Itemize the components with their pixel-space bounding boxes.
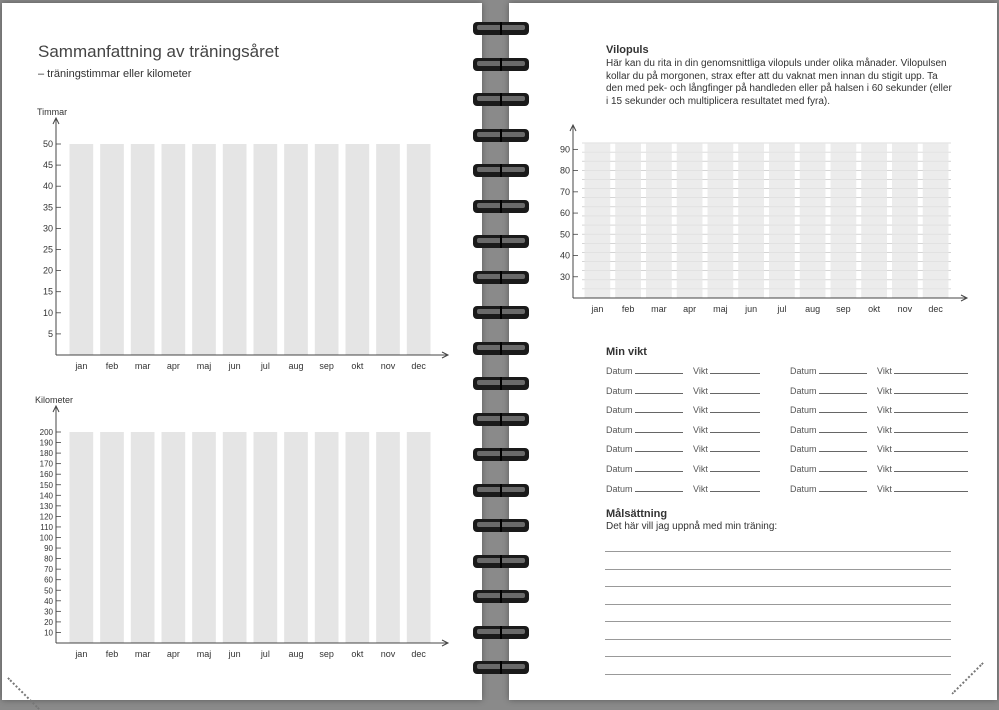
bar-dec: [407, 432, 431, 643]
right-page: [509, 3, 997, 700]
x-tick-label: nov: [380, 649, 396, 659]
weight-blank[interactable]: [710, 393, 760, 394]
bar-jul: [254, 432, 278, 643]
goal-writing-line[interactable]: [605, 604, 951, 605]
date-label: Datum: [606, 464, 633, 474]
date-entry: [606, 386, 683, 396]
bar-jun: [738, 143, 764, 298]
x-tick-label: mar: [134, 649, 151, 659]
date-label: Datum: [606, 483, 633, 494]
x-tick-label: apr: [683, 304, 697, 314]
date-entry: [606, 464, 683, 474]
date-entry: [790, 386, 867, 396]
date-entry: [790, 425, 867, 435]
x-tick-label: apr: [166, 649, 180, 659]
goal-prompt: Det här vill jag uppnå med min träning:: [606, 521, 778, 532]
date-blank[interactable]: [635, 412, 683, 413]
x-tick-label: maj: [196, 649, 212, 659]
bar-jun: [223, 144, 247, 355]
goal-writing-line[interactable]: [605, 674, 951, 675]
x-tick-label: feb: [105, 649, 119, 659]
date-entry: [606, 444, 683, 454]
x-tick-label: dec: [411, 361, 426, 371]
y-tick-label: 120: [39, 512, 53, 522]
date-blank[interactable]: [635, 432, 683, 433]
bar-okt: [346, 432, 370, 643]
bar-maj: [192, 432, 216, 643]
bar-nov: [376, 432, 400, 643]
x-tick-label: nov: [380, 361, 396, 371]
weight-label: Vikt: [693, 483, 708, 494]
date-label: Datum: [790, 483, 817, 494]
y-tick-label: 35: [42, 202, 53, 213]
date-blank[interactable]: [819, 393, 867, 394]
y-tick-label: 10: [42, 307, 53, 318]
x-tick-label: dec: [411, 649, 426, 659]
y-tick-label: 50: [44, 586, 53, 596]
x-tick-label: sep: [319, 649, 334, 659]
date-entry: [790, 484, 867, 494]
x-tick-label: maj: [713, 304, 728, 314]
weight-label: Vikt: [877, 444, 892, 455]
date-label: Datum: [606, 405, 633, 416]
hours-y-axis-label: Timmar: [37, 107, 68, 117]
weight-label: Vikt: [877, 424, 892, 435]
bar-okt: [346, 144, 370, 355]
bar-sep: [315, 432, 339, 643]
left-page: [2, 3, 482, 700]
spiral-ring: [471, 410, 531, 430]
y-tick-label: 30: [44, 607, 53, 617]
date-label: Datum: [606, 424, 633, 435]
date-blank[interactable]: [819, 471, 867, 472]
date-blank[interactable]: [819, 412, 867, 413]
spiral-ring: [471, 161, 531, 181]
date-entry: [790, 366, 867, 376]
weight-entry: [877, 444, 968, 454]
x-tick-label: nov: [897, 304, 913, 314]
date-entry: [606, 484, 683, 494]
goal-writing-line[interactable]: [605, 639, 951, 640]
y-tick-label: 60: [559, 208, 570, 219]
spiral-ring: [471, 481, 531, 501]
y-tick-label: 170: [39, 459, 53, 469]
y-tick-label: 30: [42, 223, 53, 234]
corner-perforation: [7, 677, 40, 710]
date-blank[interactable]: [635, 491, 683, 492]
goal-writing-line[interactable]: [605, 621, 951, 622]
bar-maj: [708, 143, 734, 298]
vilopuls-heading: Vilopuls: [606, 44, 649, 56]
bar-nov: [892, 143, 918, 298]
x-tick-label: jan: [591, 304, 604, 314]
bar-sep: [315, 144, 339, 355]
y-tick-label: 25: [42, 244, 53, 255]
date-label: Datum: [790, 405, 817, 416]
date-blank[interactable]: [635, 373, 683, 374]
y-tick-label: 40: [44, 596, 53, 606]
date-label: Datum: [606, 366, 633, 376]
y-tick-label: 50: [559, 229, 570, 240]
bar-mar: [646, 143, 672, 298]
bar-jul: [769, 143, 795, 298]
weight-entry: [693, 425, 760, 435]
y-tick-label: 5: [47, 328, 53, 339]
bar-apr: [162, 432, 186, 643]
weight-entry: [877, 464, 968, 474]
y-tick-label: 190: [39, 438, 53, 448]
spiral-ring: [471, 268, 531, 288]
spiral-ring: [471, 516, 531, 536]
y-tick-label: 40: [559, 250, 570, 261]
y-tick-label: 100: [39, 533, 53, 543]
x-tick-label: dec: [928, 304, 943, 314]
bar-feb: [100, 432, 124, 643]
spiral-ring: [471, 19, 531, 39]
y-tick-label: 160: [39, 470, 53, 480]
date-blank[interactable]: [819, 373, 867, 374]
km-y-axis-label: Kilometer: [35, 395, 74, 405]
bar-jul: [254, 144, 278, 355]
bar-dec: [407, 144, 431, 355]
weight-blank[interactable]: [894, 432, 968, 433]
weight-label: Vikt: [693, 366, 708, 376]
bar-jan: [585, 143, 611, 298]
date-label: Datum: [606, 385, 633, 396]
y-tick-label: 50: [42, 139, 53, 149]
x-tick-label: jul: [260, 361, 270, 371]
y-tick-label: 90: [559, 144, 570, 155]
y-tick-label: 80: [44, 554, 53, 564]
x-tick-label: okt: [868, 304, 881, 314]
page-title: Sammanfattning av träningsåret: [38, 42, 279, 61]
bar-mar: [131, 432, 155, 643]
date-entry: [606, 405, 683, 415]
bar-aug: [800, 143, 826, 298]
bar-okt: [861, 143, 887, 298]
weight-entry: [877, 425, 968, 435]
date-label: Datum: [790, 385, 817, 396]
bar-aug: [284, 432, 308, 643]
vilopuls-chart: [549, 121, 979, 321]
x-tick-label: jan: [75, 649, 88, 659]
weight-blank[interactable]: [710, 432, 760, 433]
spiral-ring: [471, 126, 531, 146]
x-tick-label: aug: [805, 304, 821, 314]
bar-nov: [376, 144, 400, 355]
date-label: Datum: [790, 444, 817, 455]
weight-label: Vikt: [877, 385, 892, 396]
bar-apr: [677, 143, 703, 298]
goal-heading: Målsättning: [606, 508, 668, 520]
weight-entry: [693, 484, 760, 494]
y-tick-label: 70: [559, 186, 570, 197]
weight-label: Vikt: [693, 424, 708, 435]
x-tick-label: jun: [745, 304, 758, 314]
date-entry: [790, 464, 867, 474]
y-tick-label: 10: [44, 628, 53, 638]
date-entry: [606, 366, 683, 376]
x-tick-label: feb: [621, 304, 635, 314]
x-tick-label: jul: [260, 649, 270, 659]
weight-label: Vikt: [693, 444, 708, 455]
x-tick-label: maj: [196, 361, 212, 371]
goal-writing-line[interactable]: [605, 656, 951, 657]
goal-writing-line[interactable]: [605, 586, 951, 587]
weight-entry: [693, 405, 760, 415]
weight-label: Vikt: [877, 405, 892, 416]
bar-dec: [923, 143, 949, 298]
y-tick-label: 45: [42, 160, 53, 171]
spiral-ring: [471, 374, 531, 394]
goal-writing-line[interactable]: [605, 551, 951, 552]
spiral-ring: [471, 623, 531, 643]
spiral-ring: [471, 552, 531, 572]
date-label: Datum: [606, 444, 633, 455]
bar-feb: [100, 144, 124, 355]
date-blank[interactable]: [635, 471, 683, 472]
weight-blank[interactable]: [894, 451, 968, 452]
page-subtitle: – träningstimmar eller kilometer: [38, 68, 192, 80]
spiral-ring: [471, 303, 531, 323]
x-tick-label: apr: [166, 361, 180, 371]
spiral-ring: [471, 445, 531, 465]
x-tick-label: jul: [777, 304, 787, 314]
weight-blank[interactable]: [894, 393, 968, 394]
date-blank[interactable]: [819, 451, 867, 452]
bar-feb: [615, 143, 641, 298]
date-blank[interactable]: [819, 491, 867, 492]
weight-label: Vikt: [877, 366, 892, 376]
bar-jun: [223, 432, 247, 643]
x-tick-label: okt: [351, 649, 364, 659]
weight-label: Vikt: [693, 385, 708, 396]
y-tick-label: 20: [44, 617, 53, 627]
date-entry: [790, 444, 867, 454]
weight-blank[interactable]: [710, 471, 760, 472]
weight-entry: [693, 386, 760, 396]
bar-mar: [131, 144, 155, 355]
y-tick-label: 15: [42, 286, 53, 297]
spiral-ring: [471, 232, 531, 252]
date-blank[interactable]: [819, 432, 867, 433]
y-tick-label: 20: [42, 265, 53, 276]
y-tick-label: 110: [40, 522, 53, 532]
weight-label: Vikt: [693, 405, 708, 416]
date-blank[interactable]: [635, 393, 683, 394]
weight-entry: [877, 405, 968, 415]
bar-apr: [162, 144, 186, 355]
date-entry: [790, 405, 867, 415]
x-tick-label: feb: [105, 361, 119, 371]
spiral-ring: [471, 587, 531, 607]
weight-blank[interactable]: [894, 491, 968, 492]
y-tick-label: 60: [44, 575, 53, 585]
y-tick-label: 80: [559, 165, 570, 176]
weight-label: Vikt: [693, 464, 708, 474]
y-tick-label: 30: [559, 271, 570, 282]
y-tick-label: 40: [42, 181, 53, 192]
weight-blank[interactable]: [710, 412, 760, 413]
weight-blank[interactable]: [710, 373, 760, 374]
x-tick-label: sep: [319, 361, 334, 371]
weight-blank[interactable]: [710, 491, 760, 492]
x-tick-label: mar: [134, 361, 151, 371]
date-label: Datum: [790, 366, 817, 376]
weight-blank[interactable]: [710, 451, 760, 452]
weight-entry: [693, 444, 760, 454]
y-tick-label: 70: [44, 565, 53, 575]
bar-sep: [831, 143, 857, 298]
vilopuls-text: Här kan du rita in din genomsnittliga vilopuls under olika månader. Vilopulsen kollar du på morgonen, strax efter att du vaknat men innan du stigit upp. Ta den med pek- och långfinger på handleden eller på halsen i 60 sekunder (eller i 15 sekunder och multiplicera resultatet med fyra).: [606, 58, 952, 107]
km-chart: [2, 403, 462, 668]
spiral-ring: [471, 339, 531, 359]
y-tick-label: 200: [39, 428, 53, 437]
y-tick-label: 180: [39, 449, 53, 459]
weight-blank[interactable]: [894, 412, 968, 413]
x-tick-label: sep: [836, 304, 851, 314]
spiral-ring: [471, 197, 531, 217]
x-tick-label: aug: [288, 649, 304, 659]
y-tick-label: 140: [39, 491, 53, 501]
weight-heading: Min vikt: [606, 346, 647, 358]
date-label: Datum: [790, 464, 817, 474]
x-tick-label: okt: [351, 361, 364, 371]
spiral-ring: [471, 658, 531, 678]
x-tick-label: mar: [651, 304, 667, 314]
weight-entry: [877, 386, 968, 396]
goal-writing-line[interactable]: [605, 569, 951, 570]
x-tick-label: jan: [75, 361, 88, 371]
y-tick-label: 130: [39, 501, 53, 511]
spiral-ring: [471, 55, 531, 75]
y-tick-label: 150: [39, 480, 53, 490]
date-label: Datum: [790, 424, 817, 435]
date-blank[interactable]: [635, 451, 683, 452]
date-entry: [606, 425, 683, 435]
x-tick-label: aug: [288, 361, 304, 371]
weight-label: Vikt: [877, 483, 892, 494]
hours-chart: [2, 115, 462, 380]
weight-entry: [693, 464, 760, 474]
weight-entry: [877, 366, 968, 376]
x-tick-label: jun: [228, 361, 241, 371]
weight-blank[interactable]: [894, 471, 968, 472]
bar-maj: [192, 144, 216, 355]
corner-perforation: [951, 662, 984, 695]
y-tick-label: 90: [44, 544, 53, 554]
weight-entry: [877, 484, 968, 494]
weight-entry: [693, 366, 760, 376]
bar-aug: [284, 144, 308, 355]
spiral-ring: [471, 90, 531, 110]
bar-jan: [70, 432, 94, 643]
bar-jan: [70, 144, 94, 355]
weight-blank[interactable]: [894, 373, 968, 374]
weight-label: Vikt: [877, 464, 892, 474]
x-tick-label: jun: [228, 649, 241, 659]
